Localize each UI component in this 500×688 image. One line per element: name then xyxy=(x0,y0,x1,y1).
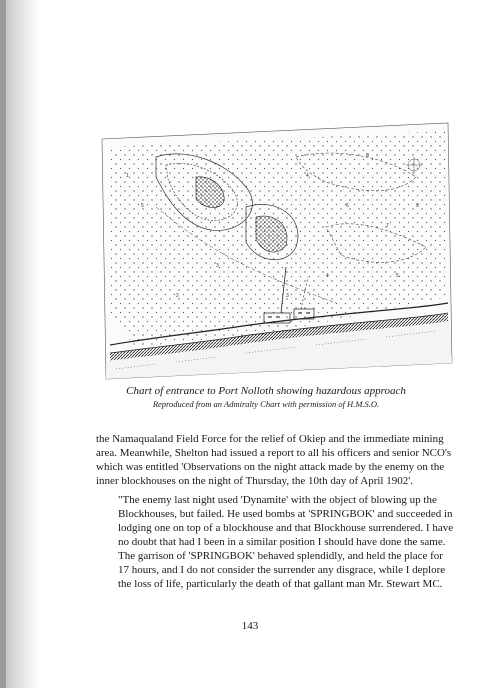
block-quote: "The enemy last night used 'Dynamite' with the object of blowing up the Blockhouses, but failed. He used bombs at 'SPRINGBOK' and succeeded in lodging one on top of a blockhouse and that Blockhouse surrendered. I have no doubt that had I been in a similar position I should have done the same. The garrison of 'SPRINGBOK' behaved splendidly, and held the place for 17 hours, and I do not consider the surrender any disgrace, while I deplore the loss of life, particularly the death of that gallant man Mr. Stewart MC. xyxy=(118,494,454,590)
page-number: 143 xyxy=(241,620,259,632)
svg-text:5: 5 xyxy=(396,273,399,279)
figure-caption xyxy=(96,385,436,410)
svg-text:3: 3 xyxy=(286,293,289,299)
svg-text:3: 3 xyxy=(216,263,219,269)
svg-text:2: 2 xyxy=(176,293,179,299)
svg-text:9: 9 xyxy=(416,203,419,209)
svg-text:1: 1 xyxy=(126,173,129,179)
svg-text:7: 7 xyxy=(386,223,389,229)
page-binding-shadow xyxy=(0,0,40,688)
svg-text:8: 8 xyxy=(366,153,369,159)
page-edge xyxy=(0,0,6,688)
body-paragraph: the Namaqualand Field Force for the relief of Okiep and the immediate mining area. Meanwhile, Shelton had issued a report to all his officers and senior NCO's which was entitled 'Observations on the night attack made by the enemy on the inner blockhouses on the night of Thursday, the 10th day of April 1902'. xyxy=(96,433,452,487)
svg-text:6: 6 xyxy=(346,203,349,209)
svg-text:4: 4 xyxy=(326,273,329,279)
caption-credit: Reproduced from an Admiralty Chart with permission of H.M.S.O. xyxy=(152,399,380,409)
port-nolloth-chart-drawing xyxy=(96,117,456,383)
caption-title: Chart of entrance to Port Nolloth showing hazardous approach xyxy=(126,385,406,397)
admiralty-chart-figure xyxy=(96,117,456,383)
svg-text:4: 4 xyxy=(306,173,309,179)
svg-text:5: 5 xyxy=(141,203,144,209)
